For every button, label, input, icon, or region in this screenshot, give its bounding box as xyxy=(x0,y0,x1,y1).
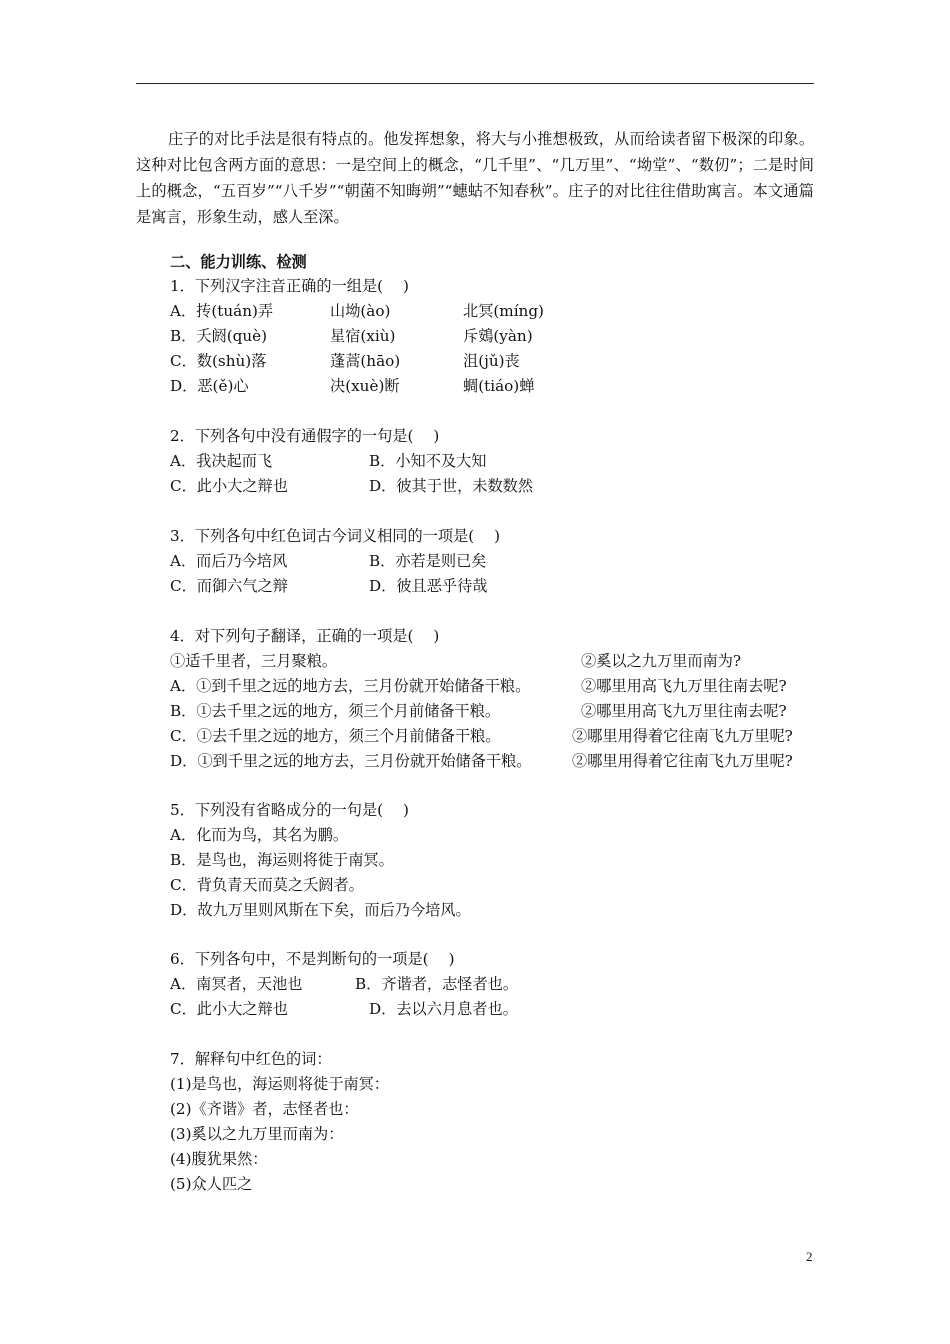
q7-item-2: (2)《齐谐》者，志怪者也： xyxy=(170,1100,359,1118)
q3-option-b: B．亦若是则已矣 xyxy=(369,552,487,570)
q5-option-b: B．是鸟也，海运则将徙于南冥。 xyxy=(170,851,394,869)
q1-stem: 1．下列汉字注音正确的一组是( ) xyxy=(170,277,409,295)
q7-item-4: (4)腹犹果然： xyxy=(170,1150,268,1168)
q6-option-a: A．南冥者，天池也 xyxy=(170,975,303,993)
q1-option-b: B．夭阏(què) xyxy=(170,327,268,345)
q6-stem: 6．下列各句中，不是判断句的一项是( ) xyxy=(170,950,455,968)
q3-option-d: D．彼且恶乎待哉 xyxy=(369,577,488,595)
q1-option-c-3: 沮(jǔ)丧 xyxy=(463,352,520,370)
q4-option-a: A．①到千里之远的地方去，三月份就开始储备干粮。 xyxy=(170,677,531,695)
q2-option-c: C．此小大之辩也 xyxy=(170,477,288,495)
q6-option-b: B．齐谐者，志怪者也。 xyxy=(355,975,519,993)
q4-option-a-2: ②哪里用高飞九万里往南去呢? xyxy=(581,677,787,695)
q5-option-a: A．化而为鸟，其名为鹏。 xyxy=(170,826,349,844)
q1-option-a-3: 北冥(míng) xyxy=(463,302,544,320)
q2-option-a: A．我决起而飞 xyxy=(170,452,273,470)
q4-option-d: D．①到千里之远的地方去，三月份就开始储备干粮。 xyxy=(170,752,532,770)
q4-option-d-2: ②哪里用得着它往南飞九万里呢? xyxy=(572,752,793,770)
q6-option-d: D．去以六月息者也。 xyxy=(369,1000,518,1018)
q4-sentence-1: ①适千里者，三月聚粮。 xyxy=(170,652,338,670)
q6-option-c: C．此小大之辩也 xyxy=(170,1000,288,1018)
q1-option-d-2: 决(xuè)断 xyxy=(330,377,400,395)
q4-stem: 4．对下列句子翻译，正确的一项是( ) xyxy=(170,627,440,645)
q5-option-d: D．故九万里则风斯在下矣，而后乃今培风。 xyxy=(170,901,471,919)
q4-option-b-2: ②哪里用高飞九万里往南去呢? xyxy=(581,702,787,720)
q4-option-c-2: ②哪里用得着它往南飞九万里呢? xyxy=(572,727,793,745)
q2-stem: 2．下列各句中没有通假字的一句是( ) xyxy=(170,427,440,445)
intro-paragraph: 庄子的对比手法是很有特点的。他发挥想象，将大与小推想极致，从而给读者留下极深的印象。这种对比包含两方面的意思：一是空间上的概念，“几千里”、“几万里”、“坳堂”、“数仞”；二是时间上的概念，“五百岁”“八千岁”“朝菌不知晦朔”“蟪蛄不知春秋”。庄子的对比往往借助寓言。本文通篇是寓言，形象生动，感人至深。 xyxy=(136,130,814,226)
q1-option-d: D．恶(ě)心 xyxy=(170,377,249,395)
q1-option-c-2: 蓬蒿(hāo) xyxy=(330,352,401,370)
q7-item-3: (3)奚以之九万里而南为： xyxy=(170,1125,344,1143)
q7-item-5: (5)众人匹之 xyxy=(170,1175,253,1193)
q7-stem: 7．解释句中红色的词： xyxy=(170,1050,332,1068)
q1-option-c: C．数(shù)落 xyxy=(170,352,267,370)
q4-option-b: B．①去千里之远的地方，须三个月前储备干粮。 xyxy=(170,702,501,720)
q7-item-1: (1)是鸟也，海运则将徙于南冥： xyxy=(170,1075,389,1093)
q2-option-b: B．小知不及大知 xyxy=(369,452,487,470)
q3-option-c: C．而御六气之辩 xyxy=(170,577,288,595)
page-number: 2 xyxy=(806,1249,813,1264)
q1-option-d-3: 蜩(tiáo)蝉 xyxy=(463,377,535,395)
q1-option-a: A．抟(tuán)弄 xyxy=(170,302,274,320)
q5-option-c: C．背负青天而莫之夭阏者。 xyxy=(170,876,364,894)
q5-stem: 5．下列没有省略成分的一句是( ) xyxy=(170,801,409,819)
header-rule xyxy=(136,83,814,84)
q1-option-b-3: 斥鴳(yàn) xyxy=(463,327,533,345)
q1-option-b-2: 星宿(xiù) xyxy=(330,327,396,345)
q2-option-d: D．彼其于世，未数数然 xyxy=(369,477,534,495)
q4-sentence-2: ②奚以之九万里而南为? xyxy=(581,652,742,670)
q3-stem: 3．下列各句中红色词古今词义相同的一项是( ) xyxy=(170,527,501,545)
q4-option-c: C．①去千里之远的地方，须三个月前储备干粮。 xyxy=(170,727,501,745)
q1-option-a-2: 山坳(ào) xyxy=(330,302,391,320)
section-title: 二、能力训练、检测 xyxy=(170,253,307,271)
q3-option-a: A．而后乃今培风 xyxy=(170,552,288,570)
